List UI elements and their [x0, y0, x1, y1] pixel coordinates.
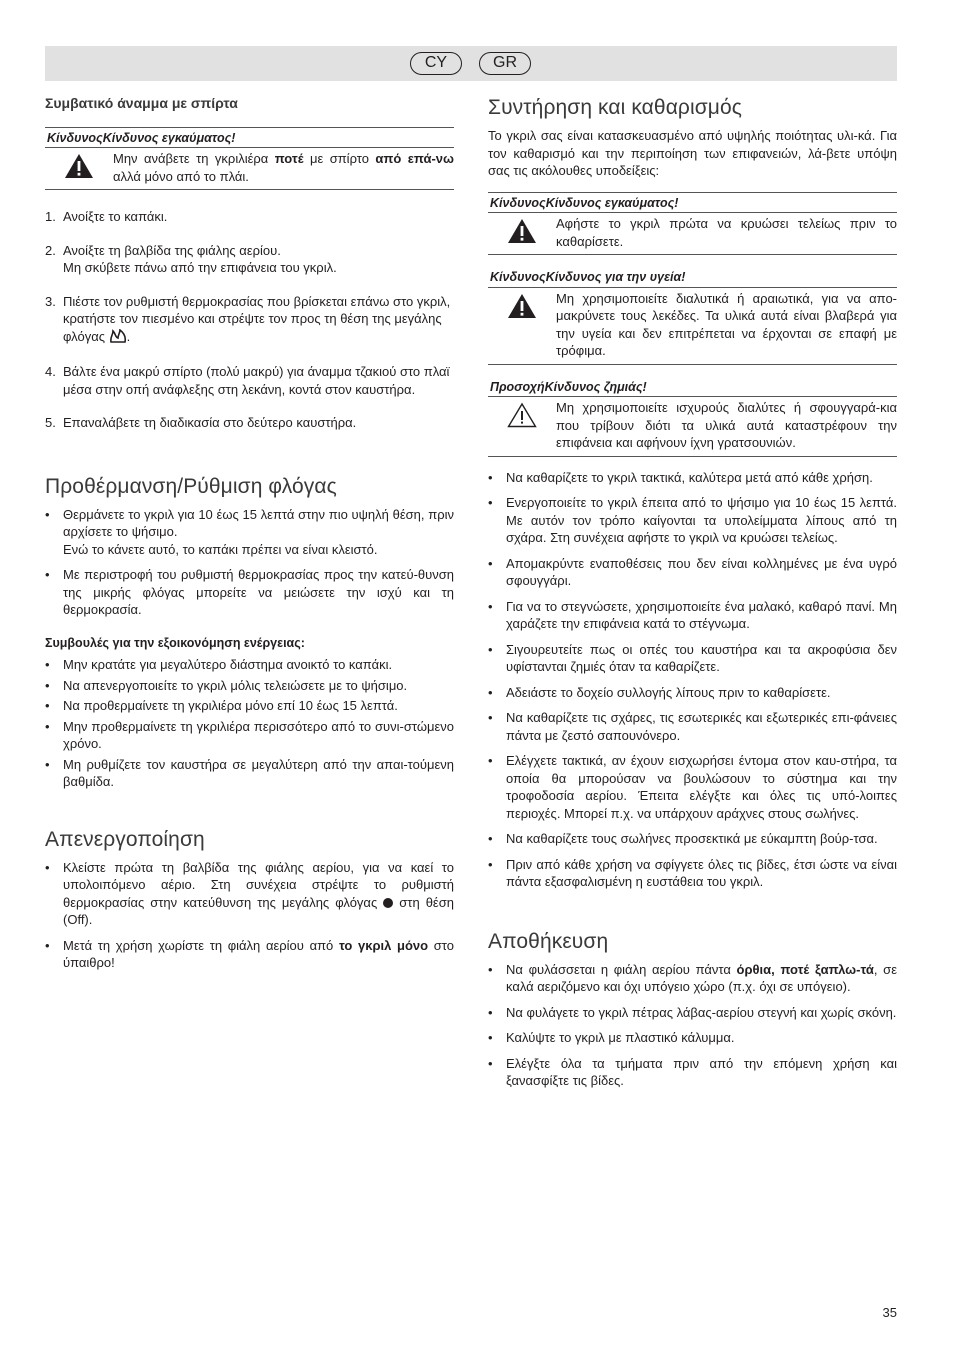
warning-health — [488, 255, 897, 365]
preheat-title: Προθέρμανση/Ρύθμιση φλόγας — [45, 474, 337, 498]
list-item: • Σιγουρευτείτε πως οι οπές του καυστήρα και τα ακροφύσια δεν υφίστανται ζημιές όταν τα καθαρίζετε. — [488, 641, 897, 674]
storage-title: Αποθήκευση — [488, 929, 609, 953]
warning-head: ΚίνδυνοςΚίνδυνος εγκαύματος! — [45, 128, 454, 149]
list-item: • Κλείστε πρώτα τη βαλβίδα της φιάλης αερίου, για να καεί το υπολοιπόμενο αέριο. Στη συνέχεια στρέψτε το ρυθμιστή θερμοκρασίας στην κατεύθυνση της μεγάλης φλόγας στη θέση (Off). — [45, 859, 454, 927]
list-item: • Μην κρατάτε για μεγαλύτερο διάστημα ανοικτό το καπάκι. — [45, 657, 393, 672]
warning-damage — [488, 365, 897, 457]
list-item: • Να φυλάσσεται η φιάλη αερίου πάντα όρθια, ποτέ ξαπλω-τά, σε καλά αεριζόμενο και όχι υπόγειο χώρο (π.χ. όχι σε υπόγειο). — [488, 961, 898, 994]
preheat-list — [45, 506, 454, 619]
right-column — [488, 95, 897, 1098]
list-item: 1. Ανοίξτε το καπάκι. — [45, 209, 168, 224]
list-item: 3. Πιέστε τον ρυθμιστή θερμοκρασίας που βρίσκεται επάνω στο γκριλ, κρατήστε τον πιεσμένο και στρέψτε τον προς τη θέση της μεγάλης φλόγας . — [45, 293, 454, 348]
list-item: • Θερμάνετε το γκριλ για 10 έως 15 λεπτά στην πιο υψηλή θέση, πριν αρχίσετε το ψήσιμο. Ενώ το κάνετε αυτό, το καπάκι πρέπει να είναι κλειστό. — [45, 506, 454, 557]
list-item: • Μην προθερμαίνετε τη γκριλιέρα περισσότερο από το συνι-στώμενο χρόνο. — [45, 718, 454, 751]
list-item: • Να καθαρίζετε τις σχάρες, τις εσωτερικές και εξωτερικές επι-φάνειες πάντα με ζεστό σαπουνόνερο. — [488, 710, 897, 743]
warning-text: Μη χρησιμοποιείτε διαλυτικά ή αραιωτικά, για να απο-μακρύνετε τους λεκέδες. Τα υλικά αυτά είναι βλαβερά για την υγεία και δεν επιτρέπεται να έρχονται σε επαφή με τρόφιμα. — [556, 290, 897, 358]
warning-head: ΠροσοχήΚίνδυνος ζημιάς! — [488, 365, 897, 398]
list-item: • Πριν από κάθε χρήση να σφίγγετε όλες τις βίδες, έτσι ώστε να είναι πάντα εξασφαλισμένη η ευστάθεια του γκριλ. — [488, 856, 897, 889]
page-number: 35 — [882, 1305, 897, 1320]
warning-triangle-icon — [45, 150, 113, 185]
list-item: • Με περιστροφή του ρυθμιστή θερμοκρασίας προς την κατεύ-θυνση της μικρής φλόγας μπορείτε να μειώσετε την ισχύ και τη θερμοκρασία. — [45, 567, 454, 617]
list-item: • Ελέγξτε όλα τα τμήματα πριν από την επόμενη χρήση και ξανασφίξτε τις βίδες. — [488, 1055, 897, 1088]
left-column — [45, 95, 454, 980]
list-item: • Να καθαρίζετε τους σωλήνες προσεκτικά με εύκαμπτη βούρ-τσα. — [488, 831, 878, 846]
list-item: • Καλύψτε το γκριλ με πλαστικό κάλυμμα. — [488, 1030, 735, 1045]
list-item: • Να φυλάγετε το γκριλ πέτρας λάβας-αερίου στεγνή και χωρίς σκόνη. — [488, 1004, 897, 1020]
energy-tips-list — [45, 656, 454, 791]
list-item: • Μη ρυθμίζετε τον καυστήρα σε μεγαλύτερη από την απαι-τούμενη βαθμίδα. — [45, 756, 454, 789]
list-item: • Μετά τη χρήση χωρίστε τη φιάλη αερίου από το γκριλ μόνο στο ύπαιθρο! — [45, 937, 454, 970]
warning-triangle-icon — [488, 215, 556, 250]
list-item: • Να καθαρίζετε το γκριλ τακτικά, καλύτερα μετά από κάθε χρήση. — [488, 469, 873, 485]
caution-triangle-icon — [488, 399, 556, 452]
lang-badge-gr: GR — [479, 52, 531, 75]
list-item: • Για να το στεγνώσετε, χρησιμοποιείτε ένα μαλακό, καθαρό πανί. Μη χαράζετε την επιφάνεια κατά το στέγνωμα. — [488, 598, 897, 631]
header-bar — [45, 46, 897, 81]
list-item: • Να απενεργοποιείτε το γκριλ μόλις τελειώσετε με το ψήσιμο. — [45, 677, 408, 693]
storage-list — [488, 961, 897, 1090]
lighting-steps — [45, 208, 454, 432]
match-lighting-title: Συμβατικό άναμμα με σπίρτα — [45, 95, 238, 111]
list-item: • Αδειάστε το δοχείο συλλογής λίπους πριν το καθαρίσετε. — [488, 684, 831, 700]
warning-text: Μη χρησιμοποιείτε ισχυρούς διαλύτες ή σφουγγαρά-κια που τρίβουν διότι τα υλικά αυτά καταστρέφουν την επιφάνεια και αφήνουν ίχνη γρατσουνιών. — [556, 400, 897, 450]
list-item: • Να προθερμαίνετε τη γκριλιέρα μόνο επί 10 έως 15 λεπτά. — [45, 698, 398, 713]
list-item: 2. Ανοίξτε τη βαλβίδα της φιάλης αερίου. Μη σκύβετε πάνω από την επιφάνεια του γκριλ. — [45, 242, 337, 275]
lang-badge-cy: CY — [410, 52, 462, 75]
list-item: • Ενεργοποιείτε το γκριλ έπειτα από το ψήσιμο για 10 έως 15 λεπτά. Με αυτόν τον τρόπο καίγονται τα υπολείμματα λίπους από τη σχάρα. Στη συνέχεια αφήστε το γκριλ να κρυώσει τελείως. — [488, 495, 897, 545]
warning-burn-cleaning — [488, 192, 897, 256]
warning-triangle-icon — [488, 290, 556, 360]
cleaning-list — [488, 469, 897, 891]
list-item: 4. Βάλτε ένα μακρύ σπίρτο (πολύ μακρύ) για άναμμα τζακιού στο πλαϊ μέσα στην οπή ανάφλεξης στη λεκάνη, κοντά στον καυστήρα. — [45, 364, 450, 397]
shutdown-list — [45, 859, 454, 972]
large-flame-icon — [109, 329, 127, 348]
energy-tips-title: Συμβουλές για την εξοικονόμηση ενέργειας: — [45, 635, 305, 650]
warning-text: Μην ανάβετε τη γκριλιέρα ποτέ με σπίρτο από επά-νω αλλά μόνο από το πλάι. — [113, 151, 454, 184]
list-item: • Ελέγχετε τακτικά, αν έχουν εισχωρήσει έντομα στον καυ-στήρα, τα οποία θα μπορούσαν να βουλώσουν το σύστημα και την τροφοδοσία αερίου. Έπειτα ελέγξτε και όλες τις υπό-λοιπες περιοχές. Μπορεί π.χ. να υπάρχουν αράχνες στους σωλήνες. — [488, 753, 897, 821]
warning-burn — [45, 127, 454, 191]
small-flame-icon — [383, 898, 393, 908]
maintenance-title: Συντήρηση και καθαρισμός — [488, 96, 742, 119]
warning-text: Αφήστε το γκριλ πρώτα να κρυώσει τελείως πριν το καθαρίσετε. — [556, 216, 897, 249]
warning-head: ΚίνδυνοςΚίνδυνος για την υγεία! — [488, 255, 897, 288]
list-item: 5. Επαναλάβετε τη διαδικασία στο δεύτερο καυστήρα. — [45, 415, 357, 430]
shutdown-title: Απενεργοποίηση — [45, 827, 205, 851]
warning-head: ΚίνδυνοςΚίνδυνος εγκαύματος! — [488, 193, 897, 214]
list-item: • Απομακρύντε εναποθέσεις που δεν είναι κολλημένες με ένα υγρό σφουγγάρι. — [488, 555, 897, 588]
maintenance-intro: Το γκριλ σας είναι κατασκευασμένο από υψηλής ποιότητας υλι-κά. Για τον καθαρισμό και την περιποίηση των επιφανειών, λά-βετε υπόψη σας τις ακόλουθες υποδείξεις: — [488, 128, 897, 178]
